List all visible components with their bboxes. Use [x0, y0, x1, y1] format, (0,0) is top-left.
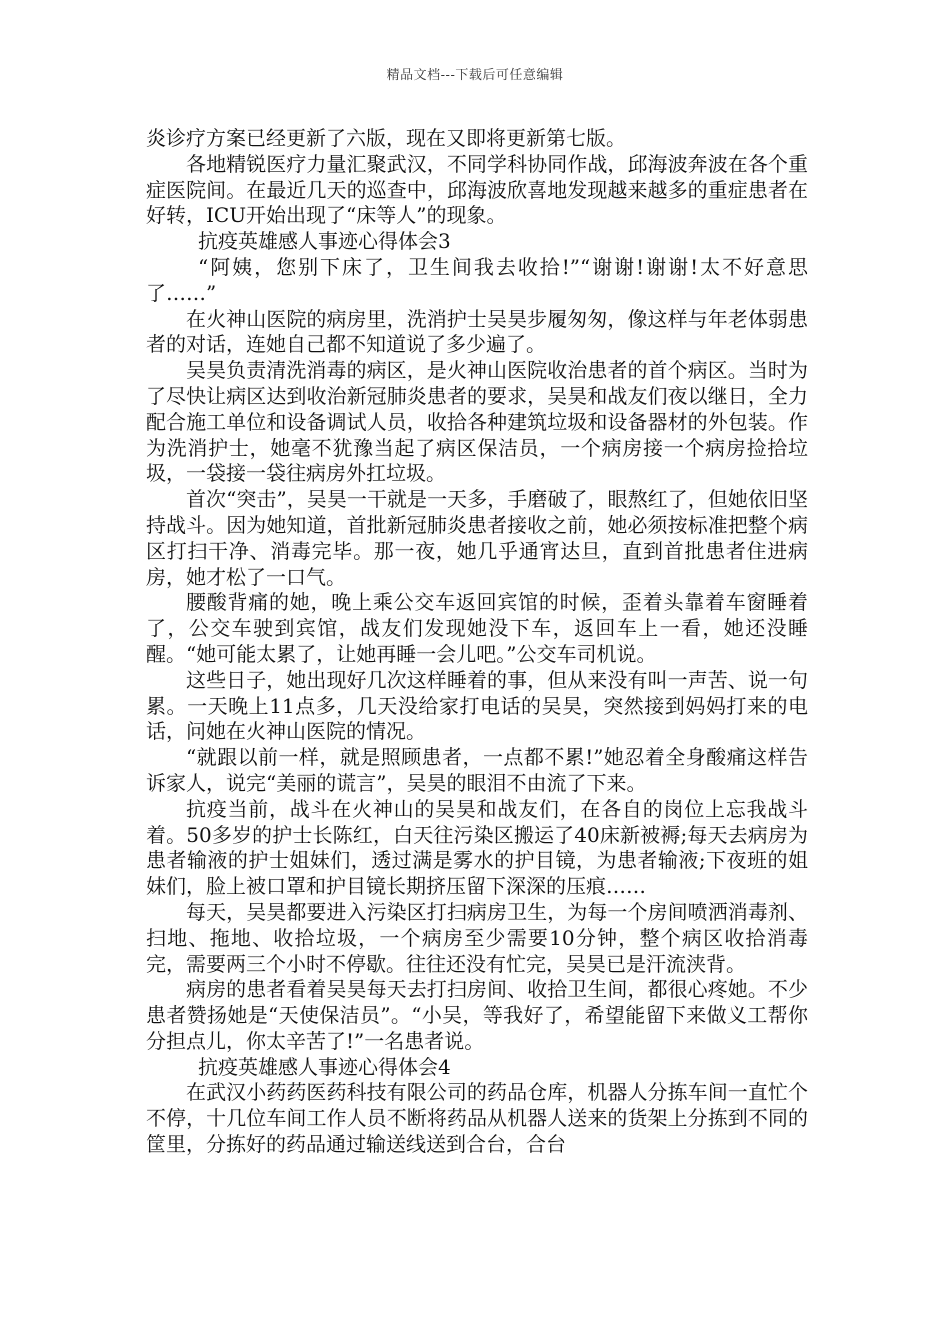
paragraph: “阿姨，您别下床了，卫生间我去收拾!”“谢谢!谢谢!太不好意思了……” [146, 254, 808, 305]
paragraph: 每天，吴昊都要进入污染区打扫病房卫生，为每一个房间喷洒消毒剂、扫地、拖地、收拾垃圾，一个病房至少需要10分钟，整个病区收拾消毒完，需要两三个小时不停歇。往往还没有忙完，吴昊已是汗流浃背。 [146, 899, 808, 976]
paragraph-continuation: 炎诊疗方案已经更新了六版，现在又即将更新第七版。 [146, 126, 626, 150]
paragraph: “就跟以前一样，就是照顾患者，一点都不累!”她忍着全身酸痛这样告诉家人，说完“美丽的谎言”，吴昊的眼泪不由流了下来。 [146, 745, 808, 795]
paragraph: 病房的患者看着吴昊每天去打扫房间、收拾卫生间，都很心疼她。不少患者赞扬她是“天使保洁员”。“小吴，等我好了，希望能留下来做义工帮你分担点儿，你太辛苦了!”一名患者说。 [146, 977, 808, 1053]
section-heading: 抗疫英雄感人事迹心得体会4 [198, 1054, 451, 1079]
paragraph: 抗疫当前，战斗在火神山的吴昊和战友们，在各自的岗位上忘我战斗着。50多岁的护士长陈红，白天往污染区搬运了40床新被褥;每天去病房为患者输液的护士姐妹们，透过满是雾水的护目镜，为患者输液;下夜班的姐妹们，脸上被口罩和护目镜长期挤压留下深深的压痕…… [146, 796, 808, 899]
paragraph: 各地精锐医疗力量汇聚武汉，不同学科协同作战，邱海波奔波在各个重症医院间。在最近几天的巡查中，邱海波欣喜地发现越来越多的重症患者在好转，ICU开始出现了“床等人”的现象。 [146, 151, 808, 228]
page-header: 精品文档---下载后可任意编辑 [386, 68, 564, 83]
section-heading: 抗疫英雄感人事迹心得体会3 [198, 229, 451, 254]
paragraph: 这些日子，她出现好几次这样睡着的事，但从来没有叫一声苦、说一句累。一天晚上11点多，几天没给家打电话的吴昊，突然接到妈妈打来的电话，问她在火神山医院的情况。 [146, 667, 808, 744]
document-body [146, 126, 808, 1158]
paragraph: 吴昊负责清洗消毒的病区，是火神山医院收治患者的首个病区。当时为了尽快让病区达到收治新冠肺炎患者的要求，吴昊和战友们夜以继日，全力配合施工单位和设备调试人员，收拾各种建筑垃圾和设备器材的外包装。作为洗消护士，她毫不犹豫当起了病区保洁员，一个病房接一个病房捡拾垃圾，一袋接一袋往病房外扛垃圾。 [146, 358, 808, 486]
paragraph: 腰酸背痛的她，晚上乘公交车返回宾馆的时候，歪着头靠着车窗睡着了，公交车驶到宾馆，战友们发现她没下车，返回车上一看，她还没睡醒。“她可能太累了，让她再睡一会儿吧。”公交车司机说。 [146, 590, 808, 666]
paragraph: 在武汉小药药医药科技有限公司的药品仓库，机器人分拣车间一直忙个不停，十几位车间工作人员不断将药品从机器人送来的货架上分拣到不同的筐里，分拣好的药品通过输送线送到合台，合台 [146, 1080, 808, 1157]
paragraph: 在火神山医院的病房里，洗消护士吴昊步履匆匆，像这样与年老体弱患者的对话，连她自己都不知道说了多少遍了。 [146, 306, 808, 357]
paragraph: 首次“突击”，吴昊一干就是一天多，手磨破了，眼熬红了，但她依旧坚持战斗。因为她知道，首批新冠肺炎患者接收之前，她必须按标准把整个病区打扫干净、消毒完毕。那一夜，她几乎通宵达旦，直到首批患者住进病房，她才松了一口气。 [146, 487, 808, 589]
